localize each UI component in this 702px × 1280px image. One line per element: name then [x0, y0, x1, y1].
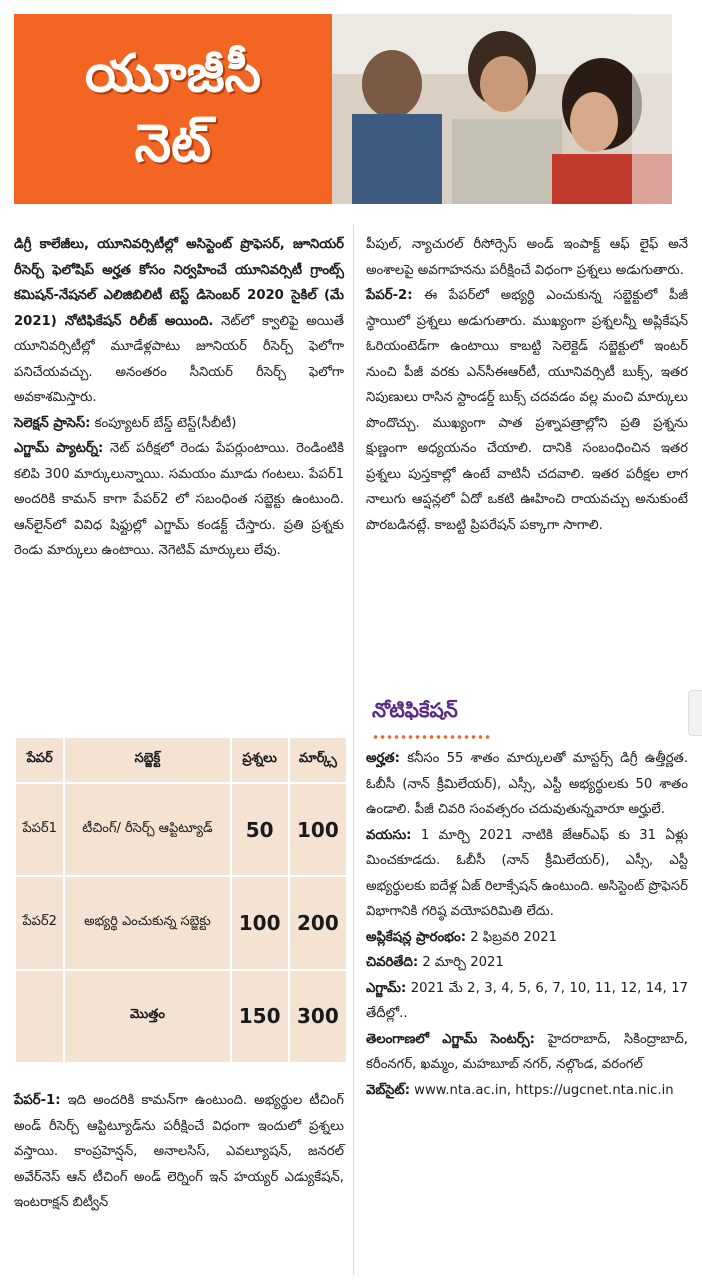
intro-paragraph	[14, 232, 344, 411]
pattern-paragraph	[14, 436, 344, 564]
pattern-label: ఎగ్జామ్ ప్యాటర్న్:	[14, 441, 104, 456]
age-paragraph	[366, 823, 688, 925]
paper1-paragraph	[14, 1088, 344, 1216]
title-box	[14, 14, 332, 204]
start-date-paragraph	[366, 925, 688, 951]
last-date-paragraph	[366, 950, 688, 976]
paper1-label: పేపర్-1:	[14, 1093, 61, 1108]
cell-questions: 100	[231, 876, 289, 969]
exam-label: ఎగ్జామ్:	[366, 980, 407, 996]
left-column	[14, 232, 344, 564]
centers-text: హైదరాబాద్, సికింద్రాబాద్, కరీంనగర్, ఖమ్మం, మహబూబ్ నగర్, నల్గొండ, వరంగల్	[366, 1031, 688, 1072]
intro-bold: డిగ్రీ కాలేజీలు, యూనివర్సిటీల్లో అసిస్టెంట్ ప్రొఫెసర్, జూనియర్ రీసెర్చ్ ఫెలోషిప్ అర్హత కోసం నిర్వహించే యూనివర్సిటీ గ్రాంట్స్ కమిషన్-నేషనల్ ఎలిజిబిలిటీ టెస్ట్ డిసెంబర్ 2020 సైకిల్ (మే 2021) నోటిఫికేషన్ రిలీజ్ అయింది.	[14, 237, 344, 329]
selection-text: కంప్యూటర్ బేస్డ్ టెస్ట్(సీబీటీ)	[90, 415, 237, 431]
cell-questions: 50	[231, 783, 289, 876]
header-questions: ప్రశ్నలు	[231, 737, 289, 783]
column-divider	[353, 225, 354, 1275]
eligibility-paragraph	[366, 746, 688, 823]
notification-heading: నోటిఫికేషన్	[372, 698, 458, 722]
age-label: వయసు:	[366, 827, 412, 843]
total-label: మొత్తం	[64, 970, 230, 1063]
paper2-label: పేపర్-2:	[366, 288, 413, 303]
header-paper: పేపర్	[15, 737, 64, 783]
header-marks: మార్క్స్	[289, 737, 347, 783]
paper1-text: ఇది అందరికి కామన్‌గా ఉంటుంది. అభ్యర్థుల టీచింగ్ అండ్ రీసెర్చ్ ఆప్టిట్యూడ్‌ను పరీక్షించే విధంగా ఇందులో ప్రశ్నలు వస్తాయి. కాంప్రహెన్షన్, అనాలసిస్, ఎవల్యూషన్, జనరల్ అవేర్‌నెస్ ఆన్ టీచింగ్ అండ్ లెర్నింగ్ ఇన్ హయ్యర్ ఎడ్యుకేషన్, ఇంటరాక్షన్ బిట్వీన్	[14, 1093, 344, 1210]
heading-underline-dots	[372, 734, 490, 740]
cell-marks: 200	[289, 876, 347, 969]
exam-dates-paragraph	[366, 976, 688, 1027]
selection-label: సెలెక్షన్ ప్రాసెస్:	[14, 415, 91, 431]
students-illustration	[332, 14, 672, 204]
cell-marks: 100	[289, 783, 347, 876]
right-column	[366, 232, 688, 538]
intro-text: నెట్‌లో క్వాలిఫై అయితే యూనివర్సిటీల్లో మూడేళ్లపాటు జూనియర్ రీసెర్చ్ ఫెలోగా పనిచేయవచ్చు. అనంతరం సీనియర్ రీసెర్చ్ ఫెలోగా అవకాశమిస్తారు.	[14, 313, 344, 405]
website-paragraph	[366, 1078, 688, 1104]
centers-label: తెలంగాణలో ఎగ్జామ్ సెంటర్స్:	[366, 1031, 535, 1047]
start-label: అప్లికేషన్ల ప్రారంభం:	[366, 929, 467, 945]
exam-text: 2021 మే 2, 3, 4, 5, 6, 7, 10, 11, 12, 14, 17 తేదీల్లో..	[366, 980, 688, 1021]
table-row	[15, 783, 347, 876]
total-marks: 300	[289, 970, 347, 1063]
paper2-paragraph	[366, 283, 688, 538]
continuation-paragraph: పీపుల్, న్యాచురల్ రీసోర్సెస్ అండ్ ఇంపాక్ట్ ఆఫ్ లైఫ్ అనే అంశాలపై అవగాహనను పరీక్షించే విధంగా ప్రశ్నలు అడుగుతారు.	[366, 237, 688, 278]
notification-section	[366, 746, 688, 1103]
age-text: 1 మార్చి 2021 నాటికి జేఆర్ఎఫ్ కు 31 ఏళ్లు మించకూడదు. ఓబీసీ (నాన్ క్రీమిలేయర్), ఎస్సీ, ఎస్టీ అభ్యర్థులకు ఐదేళ్ల ఏజ్ రిలాక్సేషన్ ఉంటుంది. అసిస్టెంట్ ప్రొఫెసర్ విభాగానికి గరిష్ఠ వయోపరిమితి లేదు.	[366, 827, 688, 919]
cell-subject: అభ్యర్థి ఎంచుకున్న సబ్జెక్టు	[64, 876, 230, 969]
total-questions: 150	[231, 970, 289, 1063]
header-subject: సబ్జెక్ట్	[64, 737, 230, 783]
paper1-section	[14, 1088, 344, 1216]
start-text: 2 ఫిబ్రవరి 2021	[466, 929, 558, 945]
cell-paper: పేపర్1	[15, 783, 64, 876]
title-line-1: యూజీసీ	[84, 44, 262, 104]
centers-paragraph	[366, 1027, 688, 1078]
paper2-text: ఈ పేపర్‌లో అభ్యర్థి ఎంచుకున్న సబ్జెక్టులో పీజీ స్థాయిలో ప్రశ్నలు అడుగుతారు. ముఖ్యంగా ప్రశ్నలన్నీ అప్లికేషన్ ఓరియంటెడ్‌గా ఉంటాయి కాబట్టి సెలెక్టెడ్ సబ్జెక్టులో ఇంటర్ నుంచి పీజీ వరకు ఎన్‌సీఈఆర్‌టీ, యూనివర్సిటీ బుక్స్, ఇతర నిపుణులు రాసిన స్టాండర్డ్ బుక్స్ చదవడం వల్ల మంచి మార్కులు పొందొచ్చు. ముఖ్యంగా పాత ప్రశ్నాపత్రాల్లోని ప్రతి ప్రశ్నను క్షుణ్ణంగా అధ్యయనం చేయాలి. దానికి సంబంధించిన ఇతర ప్రశ్నలు పుస్తకాల్లో ఉంటే వాటినీ చదవాలి. ఇతర పరీక్షల లాగ నాలుగు ఆప్షన్లలో ఏదో ఒకటి ఊహించి రాయవచ్చు అనుకుంటే పొరబడినట్లే. కాబట్టి ప్రిపరేషన్ పక్కాగా సాగాలి.	[366, 288, 688, 533]
students-photo	[332, 14, 672, 204]
cell-subject: టీచింగ్/ రీసెర్చ్ ఆప్టిట్యూడ్	[64, 783, 230, 876]
table-row	[15, 876, 347, 969]
last-label: చివరితేది:	[366, 955, 419, 970]
cell-empty	[15, 970, 64, 1063]
selection-paragraph	[14, 411, 344, 437]
last-text: 2 మార్చి 2021	[418, 955, 504, 970]
side-scroll-handle[interactable]	[688, 690, 702, 736]
exam-pattern-table	[14, 736, 348, 1064]
website-label: వెబ్‌సైట్:	[366, 1082, 410, 1098]
eligibility-label: అర్హత:	[366, 751, 400, 766]
cell-paper: పేపర్2	[15, 876, 64, 969]
title-line-2: నెట్	[134, 114, 212, 174]
website-link[interactable]: www.nta.ac.in, https://ugcnet.nta.nic.in	[409, 1082, 674, 1098]
eligibility-text: కనీసం 55 శాతం మార్కులతో మాస్టర్స్ డిగ్రీ ఉత్తీర్ణత. ఓబీసీ (నాన్ క్రీమిలేయర్), ఎస్సీ, ఎస్టీ అభ్యర్థులకు 50 శాతం ఉండాలి. పీజీ చివరి సంవత్సరం చదువుతున్నవారూ అర్హులే.	[366, 751, 688, 817]
table-total-row	[15, 970, 347, 1063]
table-header-row	[15, 737, 347, 783]
pattern-text: నెట్ పరీక్షలో రెండు పేపర్లుంటాయి. రెండింటికి కలిపి 300 మార్కులున్నాయి. సమయం మూడు గంటలు. పేపర్1 అందరికి కామన్ కాగా పేపర్2 లో సబంధింత సబ్జెక్టు ఉంటుంది. ఆన్‌లైన్‌లో వివిధ షిఫ్టుల్లో ఎగ్జామ్ కండక్ట్ చేస్తారు. ప్రతి ప్రశ్నకు రెండు మార్కులు ఉంటాయి. నెగెటివ్ మార్కులు లేవు.	[14, 441, 344, 558]
banner	[14, 14, 672, 204]
